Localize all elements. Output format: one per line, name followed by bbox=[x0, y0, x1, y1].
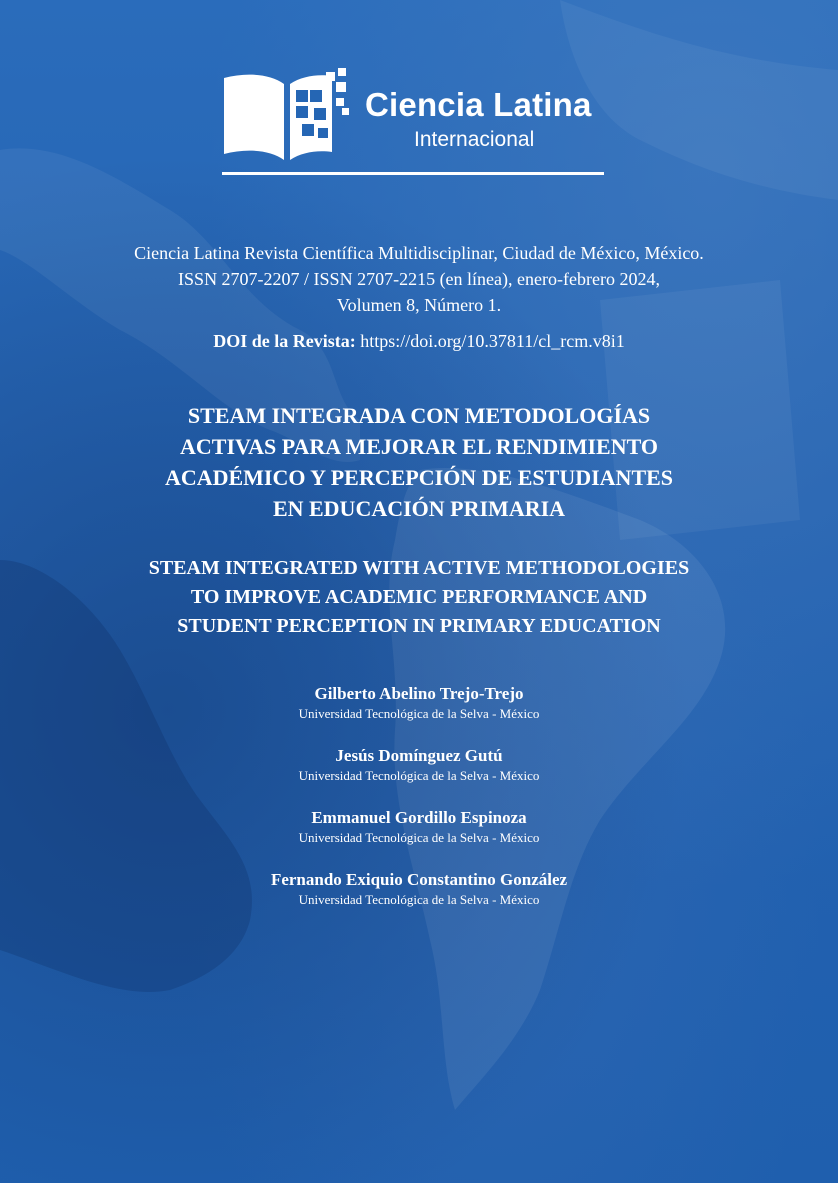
journal-info bbox=[40, 240, 798, 318]
logo-divider bbox=[222, 172, 604, 175]
author-affiliation: Universidad Tecnológica de la Selva - México bbox=[298, 706, 540, 721]
author-affiliation: Universidad Tecnológica de la Selva - México bbox=[298, 892, 540, 907]
author-name: Emmanuel Gordillo Espinoza bbox=[311, 808, 527, 827]
doi-link[interactable]: https://doi.org/10.37811/cl_rcm.v8i1 bbox=[360, 331, 625, 351]
logo-subtitle: Internacional bbox=[414, 128, 535, 151]
author-name: Fernando Exiquio Constantino González bbox=[270, 870, 568, 889]
title-en-line: STEAM INTEGRATED WITH ACTIVE METHODOLOGIES bbox=[148, 557, 690, 579]
title-en-line: TO IMPROVE ACADEMIC PERFORMANCE AND bbox=[190, 586, 648, 608]
author-entry bbox=[0, 683, 838, 723]
open-book-logo-icon bbox=[222, 68, 352, 163]
author-entry bbox=[0, 745, 838, 785]
article-title-english bbox=[60, 554, 778, 641]
article-title-spanish bbox=[60, 400, 778, 524]
author-entry bbox=[0, 869, 838, 909]
author-list bbox=[0, 683, 838, 931]
journal-line-2: ISSN 2707-2207 / ISSN 2707-2215 (en línea), enero-febrero 2024, bbox=[178, 269, 660, 289]
logo-title: Ciencia Latina bbox=[365, 86, 592, 123]
title-es-line: STEAM INTEGRADA CON METODOLOGÍAS bbox=[187, 403, 651, 428]
author-affiliation: Universidad Tecnológica de la Selva - México bbox=[298, 768, 540, 783]
author-affiliation: Universidad Tecnológica de la Selva - México bbox=[298, 830, 540, 845]
journal-doi bbox=[40, 331, 798, 352]
title-en-line: STUDENT PERCEPTION IN PRIMARY EDUCATION bbox=[177, 615, 661, 637]
journal-logo bbox=[222, 68, 612, 178]
author-name: Jesús Domínguez Gutú bbox=[335, 746, 503, 765]
journal-line-1: Ciencia Latina Revista Científica Multidisciplinar, Ciudad de México, México. bbox=[134, 243, 704, 263]
title-es-line: EN EDUCACIÓN PRIMARIA bbox=[272, 496, 566, 521]
author-name: Gilberto Abelino Trejo-Trejo bbox=[314, 684, 524, 703]
author-entry bbox=[0, 807, 838, 847]
journal-line-3: Volumen 8, Número 1. bbox=[336, 295, 502, 315]
doi-label: DOI de la Revista: bbox=[213, 331, 356, 351]
title-es-line: ACTIVAS PARA MEJORAR EL RENDIMIENTO bbox=[180, 434, 658, 459]
title-es-line: ACADÉMICO Y PERCEPCIÓN DE ESTUDIANTES bbox=[164, 465, 674, 490]
